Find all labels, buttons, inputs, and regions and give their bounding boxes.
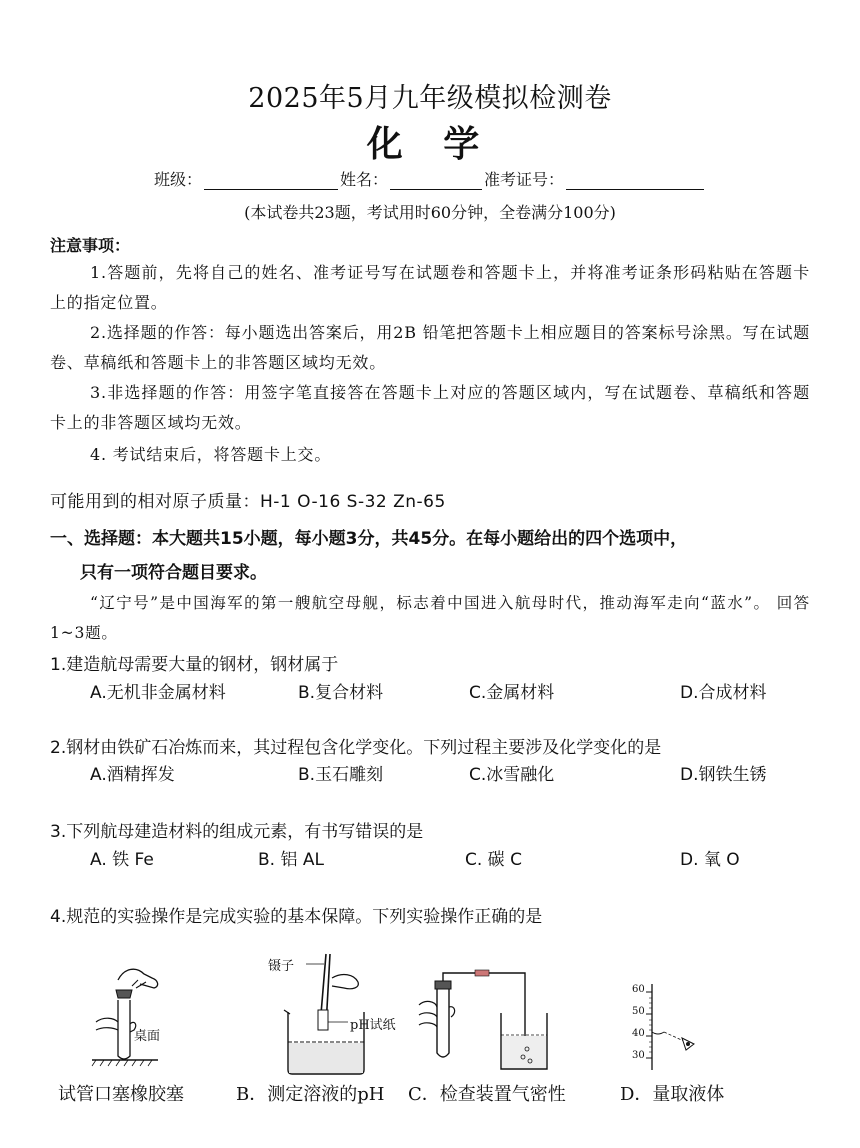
- q3-option-a[interactable]: A. 铁 Fe: [90, 850, 154, 870]
- q1-option-d[interactable]: D.合成材料: [680, 683, 767, 703]
- name-label: 姓名：: [339, 170, 388, 189]
- question-3-stem: 3.下列航母建造材料的组成元素，有书写错误的是: [50, 822, 424, 842]
- subject-title: 化 学: [366, 124, 494, 165]
- exam-info: (本试卷共23题，考试用时60分钟，全卷满分100分): [244, 203, 616, 222]
- class-blank[interactable]: [204, 171, 338, 190]
- id-label: 准考证号：: [484, 170, 565, 189]
- figure-a-stopper: [88, 960, 198, 1070]
- notice-item-4: 4. 考试结束后，将答题卡上交。: [90, 445, 332, 464]
- q1-option-a[interactable]: A.无机非金属材料: [90, 683, 226, 703]
- q3-option-b[interactable]: B. 铝 AL: [258, 850, 324, 870]
- student-info-line: [0, 167, 860, 190]
- question-1-stem: 1.建造航母需要大量的钢材，钢材属于: [50, 655, 339, 675]
- q4-option-b[interactable]: B．测定溶液的pH: [236, 1084, 385, 1105]
- q2-option-b[interactable]: B.玉石雕刻: [298, 765, 384, 785]
- q1-option-c[interactable]: C.金属材料: [469, 683, 555, 703]
- q2-option-a[interactable]: A.酒精挥发: [90, 765, 175, 785]
- q4-option-d[interactable]: D．量取液体: [620, 1084, 725, 1105]
- id-blank[interactable]: [566, 171, 704, 190]
- q2-option-d[interactable]: D.钢铁生锈: [680, 765, 767, 785]
- tick-30: 30: [632, 1050, 645, 1061]
- notice-item-1: 1.答题前，先将自己的姓名、准考证号写在试题卷和答题卡上，并将准考证条形码粘贴在答题卡上的指定位置。: [50, 263, 810, 312]
- notice-heading: 注意事项：: [50, 236, 131, 255]
- figure-a-table-label: 桌面: [134, 1029, 161, 1044]
- section-heading-cont: 只有一项符合题目要求。: [80, 563, 267, 583]
- class-label: 班级：: [153, 170, 202, 189]
- notice-item-2: 2.选择题的作答：每小题选出答案后，用2B 铅笔把答题卡上相应题目的答案标号涂黑。写在试题卷、草稿纸和答题卡上的非答题区域均无效。: [50, 323, 810, 372]
- atomic-masses: 可能用到的相对原子质量：H-1 O-16 S-32 Zn-65: [50, 492, 446, 512]
- figure-b-paper-label: pH试纸: [350, 1018, 396, 1033]
- q1-option-b[interactable]: B.复合材料: [298, 683, 384, 703]
- q3-option-d[interactable]: D. 氧 O: [680, 850, 740, 870]
- exam-title: 2025年5月九年级模拟检测卷: [248, 83, 612, 114]
- name-blank[interactable]: [390, 171, 482, 190]
- tick-60: 60: [632, 984, 645, 995]
- q2-option-c[interactable]: C.冰雪融化: [469, 765, 555, 785]
- notice-item-3: 3.非选择题的作答：用签字笔直接答在答题卡上对应的答题区域内，写在试题卷、草稿纸和答题卡上的非答题区域均无效。: [50, 383, 810, 432]
- q4-option-c[interactable]: C．检查装置气密性: [408, 1084, 566, 1105]
- figure-c-airtightness: [415, 965, 565, 1075]
- question-4-stem: 4.规范的实验操作是完成实验的基本保障。下列实验操作正确的是: [50, 907, 543, 927]
- question-2-stem: 2.钢材由铁矿石冶炼而来，其过程包含化学变化。下列过程主要涉及化学变化的是: [50, 738, 662, 758]
- figure-b-tweezers-label: 镊子: [268, 959, 295, 974]
- tick-40: 40: [632, 1028, 645, 1039]
- tick-50: 50: [632, 1006, 645, 1017]
- q4-option-a[interactable]: 试管口塞橡胶塞: [58, 1084, 184, 1105]
- section-heading: 一、选择题：本大题共15小题，每小题3分，共45分。在每小题给出的四个选项中，: [50, 529, 688, 549]
- q3-option-c[interactable]: C. 碳 C: [465, 850, 522, 870]
- passage-intro: “辽宁号”是中国海军的第一艘航空母舰，标志着中国进入航母时代，推动海军走向“蓝水”。 回答1~3题。: [50, 594, 810, 642]
